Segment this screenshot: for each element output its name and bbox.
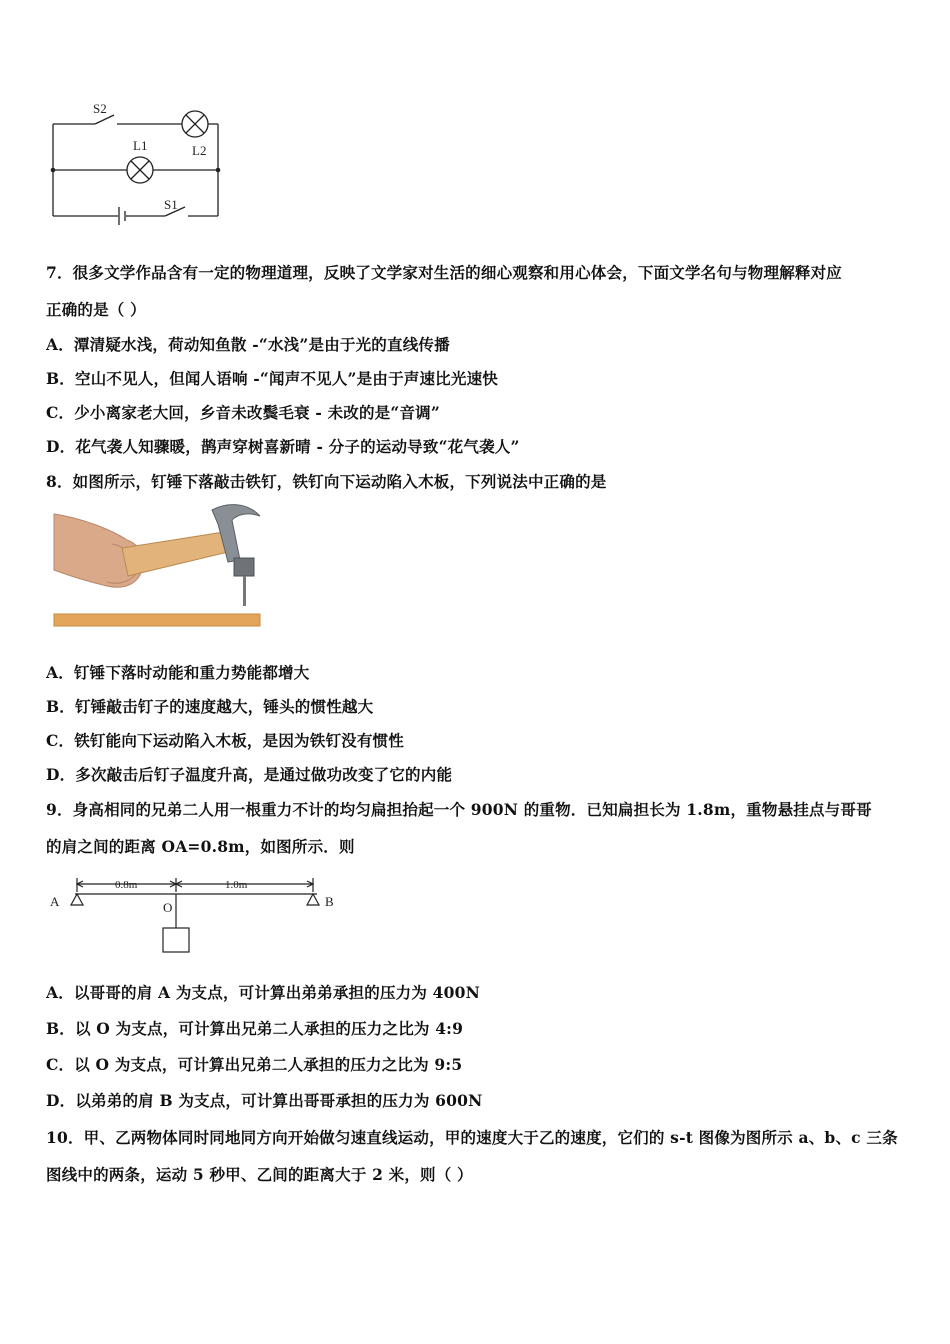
q9-option-c: C．以 O 为支点，可计算出兄弟二人承担的压力之比为 9:5 [46, 1055, 463, 1074]
label-ob-length: 1.0m [225, 879, 248, 891]
label-l1: L1 [133, 138, 148, 153]
q9-stem-line2: 的肩之间的距离 OA=0.8m，如图所示．则 [46, 837, 355, 856]
q10-stem-line2: 图线中的两条，运动 5 秒甲、乙间的距离大于 2 米，则（ ） [46, 1165, 473, 1184]
q10-stem-line1: 10．甲、乙两物体同时同地同方向开始做匀速直线运动，甲的速度大于乙的速度，它们的 s-t 图像为图所示 a、b、c 三条 [46, 1128, 898, 1147]
q9-option-b: B．以 O 为支点，可计算出兄弟二人承担的压力之比为 4:9 [46, 1019, 464, 1038]
q7-option-c: C．少小离家老大回，乡音未改鬓毛衰 - 未改的是“音调” [46, 403, 440, 422]
lever-diagram [45, 870, 345, 960]
q8-option-c: C．铁钉能向下运动陷入木板，是因为铁钉没有惯性 [46, 731, 404, 750]
q7-stem-line1: 7．很多文学作品含有一定的物理道理，反映了文学家对生活的细心观察和用心体会，下面文学名句与物理解释对应 [46, 263, 842, 282]
q7-option-b: B．空山不见人，但闻人语响 -“闻声不见人”是由于声速比光速快 [46, 369, 498, 388]
label-s1: S1 [164, 197, 178, 212]
label-s2: S2 [93, 101, 107, 116]
q8-stem: 8．如图所示，钉锤下落敲击铁钉，铁钉向下运动陷入木板，下列说法中正确的是 [46, 472, 607, 491]
label-l2: L2 [192, 143, 207, 158]
q8-option-d: D．多次敲击后钉子温度升高，是通过做功改变了它的内能 [46, 765, 453, 784]
label-b: B [325, 894, 334, 909]
label-oa-length: 0.8m [115, 879, 138, 891]
q7-option-a: A．潭清疑水浅，荷动知鱼散 -“水浅”是由于光的直线传播 [46, 335, 450, 354]
q9-option-a: A．以哥哥的肩 A 为支点，可计算出弟弟承担的压力为 400N [46, 983, 480, 1002]
q9-option-d: D．以弟弟的肩 B 为支点，可计算出哥哥承担的压力为 600N [46, 1091, 483, 1110]
label-a: A [50, 894, 60, 909]
q7-stem-line2: 正确的是（ ） [46, 300, 146, 319]
hammer-nail-image [52, 500, 264, 630]
q8-option-b: B．钉锤敲击钉子的速度越大，锤头的惯性越大 [46, 697, 374, 716]
q8-option-a: A．钉锤下落时动能和重力势能都增大 [46, 663, 310, 682]
label-o: O [163, 900, 173, 915]
circuit-diagram [40, 95, 240, 225]
q9-stem-line1: 9．身高相同的兄弟二人用一根重力不计的均匀扁担抬起一个 900N 的重物．已知扁担长为 1.8m，重物悬挂点与哥哥 [46, 800, 872, 819]
q7-option-d: D．花气袭人知骤暖，鹊声穿树喜新晴 - 分子的运动导致“花气袭人” [46, 437, 520, 456]
